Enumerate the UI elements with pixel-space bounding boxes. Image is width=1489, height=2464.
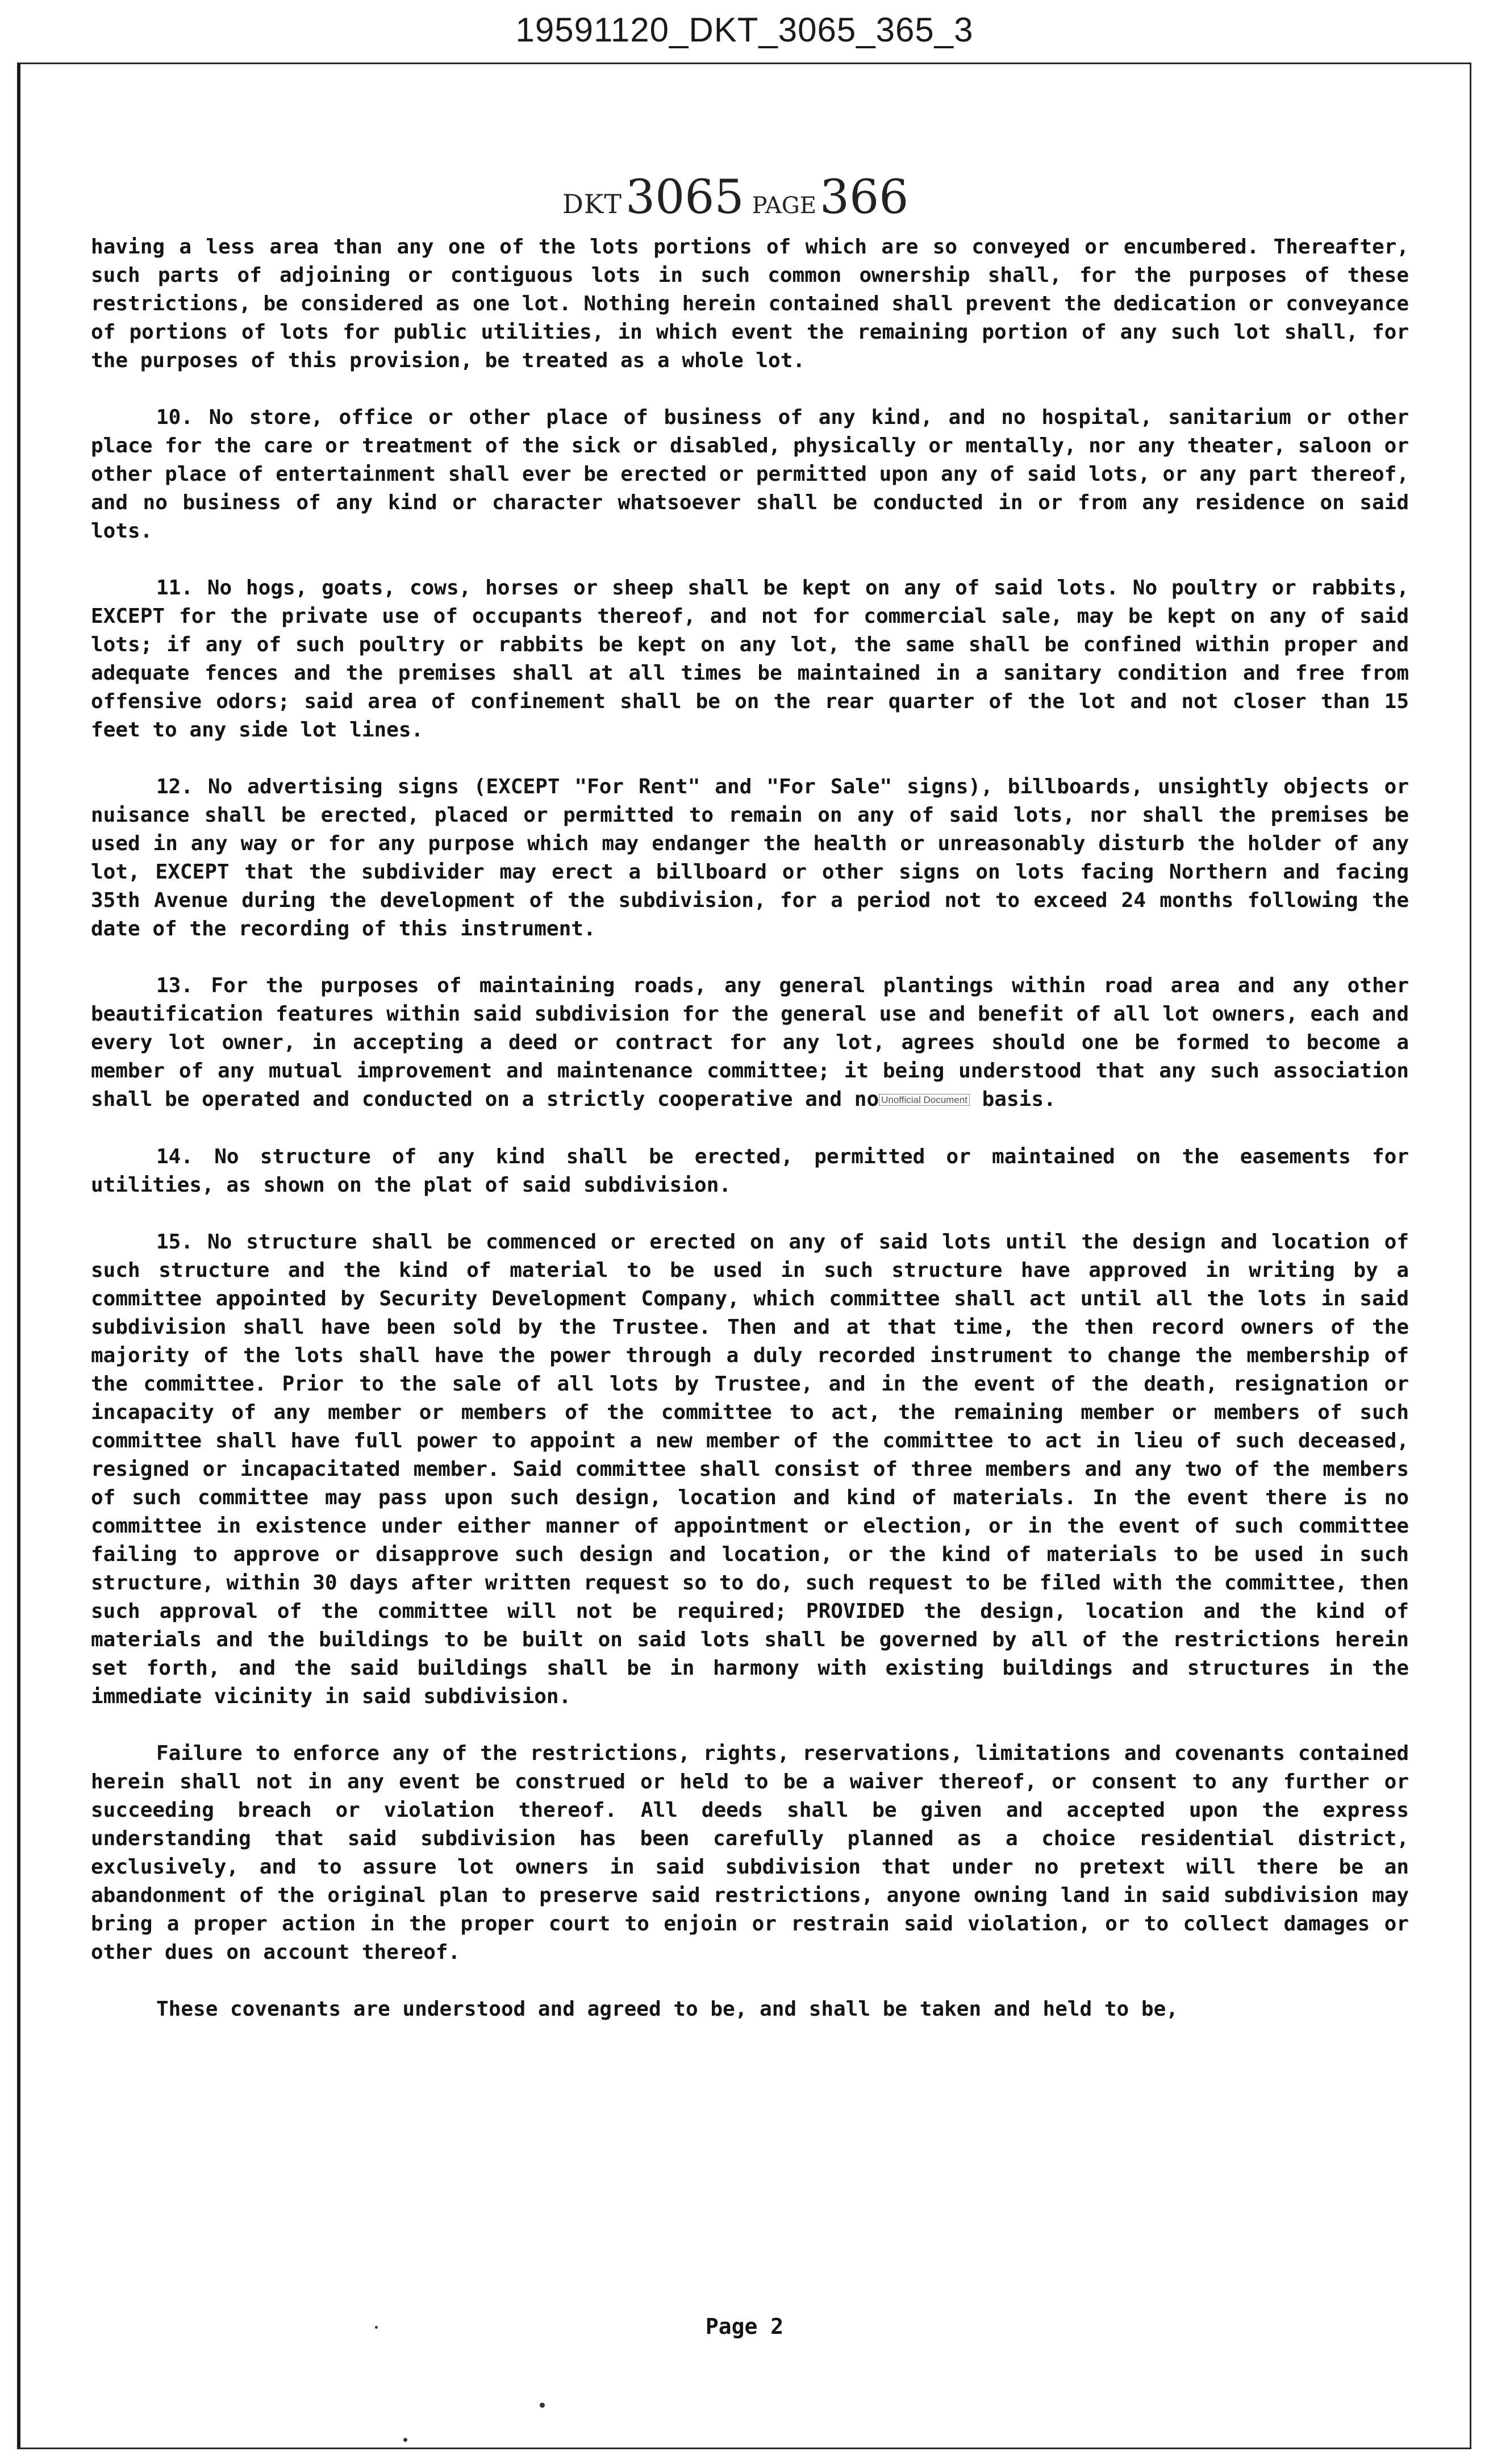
scan-speck <box>403 2438 407 2442</box>
paragraph-failure-to-enforce: Failure to enforce any of the restrictions, rights, reservations, limitations and covenants contained herein shall not in any event be construed or held to be a waiver thereof, or consent to any further or succeeding breach or violation thereof. All deeds shall be given and accepted upon the express understanding that said subdivision has been carefully planned as a choice residential district, exclusively, and to assure lot owners in said subdivision that under no pretext will there be an abandonment of the original plan to preserve said restrictions, anyone owning land in said subdivision may bring a proper action in the proper court to enjoin or restrain said violation, or to collect damages or other dues on account thereof. <box>91 1742 1409 1964</box>
paragraph-13 <box>91 972 1409 1114</box>
paragraph-15: 15. No structure shall be commenced or erected on any of said lots until the design and location of such structure and the kind of material to be used in such structure have approved in writing by a committee appointed by Security Development Company, which committee shall act until all the lots in said subdivision shall have been sold by the Trustee. Then and at that time, the then record owners of the majority of the lots shall have the power through a duly recorded instrument to change the membership of the committee. Prior to the sale of all lots by Trustee, and in the event of the death, resignation or incapacity of any member or members of the committee to act, the remaining member or members of such committee shall have full power to appoint a new member of the committee to act in lieu of such deceased, resigned or incapacitated member. Said committee shall consist of three members and any two of the members of such committee may pass upon such design, location and kind of materials. In the event there is no committee in existence under either manner of appointment or election, or in the event of such committee failing to approve or disapprove such design and location, or the kind of materials to be used in such structure, within 30 days after written request so to do, such request to be filed with the committee, then such approval of the committee will not be required; PROVIDED the design, location and the kind of materials and the buildings to be built on said lots shall be governed by all of the restrictions herein set forth, and the said buildings shall be in harmony with existing buildings and structures in the immediate vicinity in said subdivision. <box>91 1230 1409 1708</box>
stamp-page-number: 366 <box>819 170 909 224</box>
page-footer: Page 2 <box>705 2314 784 2339</box>
paragraph-12: 12. No advertising signs (EXCEPT "For Rent" and "For Sale" signs), billboards, unsightly objects or nuisance shall be erected, placed or permitted to remain on any of said lots, nor shall the premises be used in any way or for any purpose which may endanger the health or unreasonably disturb the holder of any lot, EXCEPT that the subdivider may erect a billboard or other signs on lots facing Northern and facing 35th Avenue during the development of the subdivision, for a period not to exceed 24 months following the date of the recording of this instrument. <box>91 775 1409 940</box>
paragraph-11: 11. No hogs, goats, cows, horses or sheep shall be kept on any of said lots. No poultry or rabbits, EXCEPT for the private use of occupants thereof, and not for commercial sale, may be kept on any of said lots; if any of such poultry or rabbits be kept on any lot, the same shall be confined within proper and adequate fences and the premises shall at all times be maintained in a sanitary condition and free from offensive odors; said area of confinement shall be on the rear quarter of the lot and not closer than 15 feet to any side lot lines. <box>91 576 1409 742</box>
paragraph-13-text: 13. For the purposes of maintaining roads, any general plantings within road area and any other beautification features within said subdivision for the general use and benefit of all lot owners, each and every lot owner, in accepting a deed or contract for any lot, agrees should one be formed to become a member of any mutual improvement and maintenance committee; it being understood that any such association shall be operated and conducted on a strictly cooperative and no <box>91 974 1409 1111</box>
unofficial-watermark: Unofficial Document <box>879 1094 970 1106</box>
paragraph-continuation: having a less area than any one of the lots portions of which are so conveyed or encumbered. Thereafter, such parts of adjoining or contiguous lots in such common ownership shall, for the purposes of these restrictions, be considered as one lot. Nothing herein contained shall prevent the dedication or conveyance of portions of lots for public utilities, in which event the remaining portion of any such lot shall, for the purposes of this provision, be treated as a whole lot. <box>91 235 1409 372</box>
paragraph-10: 10. No store, office or other place of business of any kind, and no hospital, sanitarium or other place for the care or treatment of the sick or disabled, physically or mentally, nor any theater, saloon or other place of entertainment shall ever be erected or permitted upon any of said lots, or any part thereof, and no business of any kind or character whatsoever shall be conducted in or from any residence on said lots. <box>91 406 1409 543</box>
docket-stamp <box>562 170 908 224</box>
scan-speck <box>540 2403 545 2408</box>
paragraph-13-end: basis. <box>969 1088 1056 1111</box>
docket-number: 3065 <box>625 170 744 224</box>
document-id-header: 19591120_DKT_3065_365_3 <box>515 11 974 49</box>
page-label: PAGE <box>752 193 816 219</box>
paragraph-14: 14. No structure of any kind shall be erected, permitted or maintained on the easements for utilities, as shown on the plat of said subdivision. <box>91 1145 1409 1197</box>
document-body <box>91 233 1409 2024</box>
paragraph-covenants: These covenants are understood and agreed to be, and shall be taken and held to be, <box>156 1997 1178 2021</box>
docket-label: DKT <box>562 189 622 219</box>
scan-speck <box>375 2326 378 2329</box>
